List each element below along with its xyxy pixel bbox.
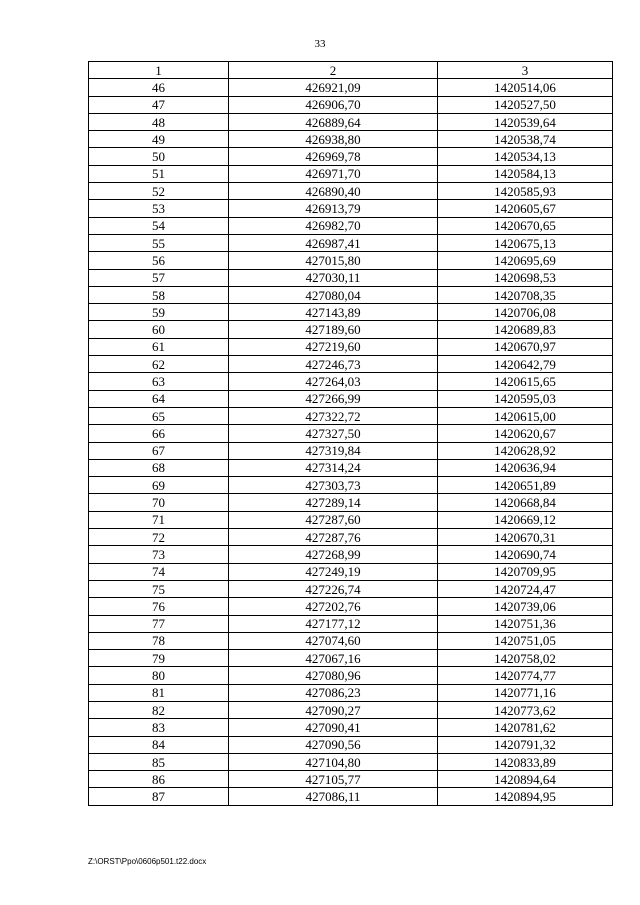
- coordinate-y-cell: 1420791,32: [438, 736, 613, 753]
- coordinate-x-cell: 427287,60: [229, 511, 438, 528]
- coordinate-y-cell: 1420605,67: [438, 200, 613, 217]
- point-number-cell: 54: [89, 217, 229, 234]
- coordinate-y-cell: 1420751,36: [438, 615, 613, 632]
- coordinate-x-cell: 427090,27: [229, 701, 438, 718]
- coordinate-y-cell: 1420514,06: [438, 79, 613, 96]
- table-row: [89, 269, 613, 286]
- coordinate-y-cell: 1420781,62: [438, 719, 613, 736]
- table-row: [89, 719, 613, 736]
- point-number-cell: 84: [89, 736, 229, 753]
- coordinate-x-cell: 426938,80: [229, 131, 438, 148]
- coordinate-y-cell: 1420751,05: [438, 632, 613, 649]
- coordinate-x-cell: 427080,04: [229, 286, 438, 303]
- coordinate-x-cell: 426971,70: [229, 165, 438, 182]
- point-number-cell: 85: [89, 753, 229, 770]
- table-row: [89, 338, 613, 355]
- table-row: [89, 390, 613, 407]
- coordinate-x-cell: 427086,11: [229, 788, 438, 805]
- coordinate-x-cell: 426987,41: [229, 234, 438, 251]
- table-row: [89, 234, 613, 251]
- coordinate-x-cell: 427322,72: [229, 407, 438, 424]
- coordinate-x-cell: 427090,41: [229, 719, 438, 736]
- point-number-cell: 73: [89, 546, 229, 563]
- table-row: [89, 788, 613, 805]
- coordinate-x-cell: 427030,11: [229, 269, 438, 286]
- coordinates-table: [88, 61, 613, 806]
- table-row: [89, 79, 613, 96]
- coordinate-y-cell: 1420894,95: [438, 788, 613, 805]
- point-number-cell: 56: [89, 252, 229, 269]
- point-number-cell: 75: [89, 580, 229, 597]
- point-number-cell: 53: [89, 200, 229, 217]
- coordinate-y-cell: 1420668,84: [438, 494, 613, 511]
- point-number-cell: 87: [89, 788, 229, 805]
- point-number-cell: 81: [89, 684, 229, 701]
- table-row: [89, 632, 613, 649]
- table-row: [89, 113, 613, 130]
- coordinate-y-cell: 1420690,74: [438, 546, 613, 563]
- column-header-1: 1: [89, 62, 229, 79]
- point-number-cell: 48: [89, 113, 229, 130]
- point-number-cell: 70: [89, 494, 229, 511]
- table-row: [89, 650, 613, 667]
- coordinate-x-cell: 427086,23: [229, 684, 438, 701]
- coordinate-x-cell: 427246,73: [229, 356, 438, 373]
- table-row: [89, 580, 613, 597]
- coordinate-y-cell: 1420620,67: [438, 425, 613, 442]
- column-header-3: 3: [438, 62, 613, 79]
- table-row: [89, 598, 613, 615]
- coordinate-x-cell: 427090,56: [229, 736, 438, 753]
- coordinate-y-cell: 1420636,94: [438, 459, 613, 476]
- coordinate-x-cell: 427226,74: [229, 580, 438, 597]
- point-number-cell: 79: [89, 650, 229, 667]
- table-row: [89, 701, 613, 718]
- point-number-cell: 80: [89, 667, 229, 684]
- table-row: [89, 131, 613, 148]
- coordinate-x-cell: 427074,60: [229, 632, 438, 649]
- table-row: [89, 356, 613, 373]
- table-row: [89, 183, 613, 200]
- coordinate-y-cell: 1420894,64: [438, 771, 613, 788]
- table-row: [89, 667, 613, 684]
- footer-file-path: Z:\ORST\Ppo\0606p501.t22.docx: [88, 857, 207, 866]
- coordinate-y-cell: 1420708,35: [438, 286, 613, 303]
- coordinate-y-cell: 1420709,95: [438, 563, 613, 580]
- coordinate-x-cell: 426969,78: [229, 148, 438, 165]
- coordinate-x-cell: 427177,12: [229, 615, 438, 632]
- coordinate-x-cell: 427249,19: [229, 563, 438, 580]
- coordinate-x-cell: 427319,84: [229, 442, 438, 459]
- table-row: [89, 286, 613, 303]
- coordinate-y-cell: 1420642,79: [438, 356, 613, 373]
- coordinate-y-cell: 1420758,02: [438, 650, 613, 667]
- coordinate-y-cell: 1420675,13: [438, 234, 613, 251]
- point-number-cell: 66: [89, 425, 229, 442]
- coordinate-x-cell: 427289,14: [229, 494, 438, 511]
- coordinate-y-cell: 1420670,97: [438, 338, 613, 355]
- table-row: [89, 563, 613, 580]
- coordinate-x-cell: 427264,03: [229, 373, 438, 390]
- table-row: [89, 546, 613, 563]
- coordinate-x-cell: 427327,50: [229, 425, 438, 442]
- coordinate-y-cell: 1420527,50: [438, 96, 613, 113]
- point-number-cell: 62: [89, 356, 229, 373]
- coordinate-y-cell: 1420689,83: [438, 321, 613, 338]
- point-number-cell: 58: [89, 286, 229, 303]
- coordinate-y-cell: 1420584,13: [438, 165, 613, 182]
- point-number-cell: 65: [89, 407, 229, 424]
- point-number-cell: 72: [89, 529, 229, 546]
- point-number-cell: 50: [89, 148, 229, 165]
- coordinate-y-cell: 1420651,89: [438, 477, 613, 494]
- coordinate-x-cell: 426906,70: [229, 96, 438, 113]
- table-row: [89, 304, 613, 321]
- coordinate-y-cell: 1420833,89: [438, 753, 613, 770]
- point-number-cell: 63: [89, 373, 229, 390]
- point-number-cell: 68: [89, 459, 229, 476]
- coordinate-x-cell: 427015,80: [229, 252, 438, 269]
- point-number-cell: 67: [89, 442, 229, 459]
- table-row: [89, 407, 613, 424]
- coordinate-x-cell: 426889,64: [229, 113, 438, 130]
- coordinate-x-cell: 426913,79: [229, 200, 438, 217]
- point-number-cell: 77: [89, 615, 229, 632]
- point-number-cell: 82: [89, 701, 229, 718]
- table-row: [89, 200, 613, 217]
- coordinate-y-cell: 1420739,06: [438, 598, 613, 615]
- coordinate-y-cell: 1420669,12: [438, 511, 613, 528]
- table-row: [89, 753, 613, 770]
- coordinate-x-cell: 427268,99: [229, 546, 438, 563]
- coordinate-y-cell: 1420538,74: [438, 131, 613, 148]
- table-row: [89, 459, 613, 476]
- point-number-cell: 78: [89, 632, 229, 649]
- coordinate-x-cell: 426890,40: [229, 183, 438, 200]
- point-number-cell: 64: [89, 390, 229, 407]
- coordinate-y-cell: 1420774,77: [438, 667, 613, 684]
- coordinate-y-cell: 1420615,65: [438, 373, 613, 390]
- table-row: [89, 615, 613, 632]
- coordinate-y-cell: 1420539,64: [438, 113, 613, 130]
- coordinate-x-cell: 427105,77: [229, 771, 438, 788]
- page-number: 33: [314, 38, 326, 50]
- coordinate-y-cell: 1420670,65: [438, 217, 613, 234]
- coordinate-x-cell: 427143,89: [229, 304, 438, 321]
- table-row: [89, 442, 613, 459]
- coordinate-y-cell: 1420585,93: [438, 183, 613, 200]
- point-number-cell: 71: [89, 511, 229, 528]
- table-header-row: [89, 62, 613, 79]
- point-number-cell: 46: [89, 79, 229, 96]
- point-number-cell: 52: [89, 183, 229, 200]
- table-body: [89, 62, 613, 806]
- coordinate-y-cell: 1420695,69: [438, 252, 613, 269]
- point-number-cell: 86: [89, 771, 229, 788]
- table-row: [89, 373, 613, 390]
- coordinate-x-cell: 426982,70: [229, 217, 438, 234]
- coordinate-x-cell: 427189,60: [229, 321, 438, 338]
- table-row: [89, 217, 613, 234]
- point-number-cell: 61: [89, 338, 229, 355]
- point-number-cell: 83: [89, 719, 229, 736]
- table-row: [89, 736, 613, 753]
- coordinate-x-cell: 427287,76: [229, 529, 438, 546]
- table-row: [89, 494, 613, 511]
- coordinate-y-cell: 1420773,62: [438, 701, 613, 718]
- table-row: [89, 684, 613, 701]
- coordinate-y-cell: 1420670,31: [438, 529, 613, 546]
- coordinate-y-cell: 1420698,53: [438, 269, 613, 286]
- table-row: [89, 771, 613, 788]
- point-number-cell: 55: [89, 234, 229, 251]
- coordinate-x-cell: 427219,60: [229, 338, 438, 355]
- table-row: [89, 96, 613, 113]
- table-row: [89, 425, 613, 442]
- point-number-cell: 51: [89, 165, 229, 182]
- point-number-cell: 60: [89, 321, 229, 338]
- coordinate-y-cell: 1420615,00: [438, 407, 613, 424]
- coordinate-y-cell: 1420771,16: [438, 684, 613, 701]
- table-row: [89, 165, 613, 182]
- coordinate-x-cell: 427080,96: [229, 667, 438, 684]
- point-number-cell: 69: [89, 477, 229, 494]
- point-number-cell: 76: [89, 598, 229, 615]
- table-row: [89, 252, 613, 269]
- coordinate-x-cell: 427202,76: [229, 598, 438, 615]
- coordinate-x-cell: 427303,73: [229, 477, 438, 494]
- coordinate-y-cell: 1420595,03: [438, 390, 613, 407]
- coordinate-x-cell: 427314,24: [229, 459, 438, 476]
- coordinate-y-cell: 1420628,92: [438, 442, 613, 459]
- point-number-cell: 47: [89, 96, 229, 113]
- point-number-cell: 59: [89, 304, 229, 321]
- table-row: [89, 477, 613, 494]
- coordinate-y-cell: 1420706,08: [438, 304, 613, 321]
- table-row: [89, 511, 613, 528]
- table-row: [89, 529, 613, 546]
- point-number-cell: 57: [89, 269, 229, 286]
- coordinate-y-cell: 1420534,13: [438, 148, 613, 165]
- coordinate-x-cell: 427067,16: [229, 650, 438, 667]
- point-number-cell: 49: [89, 131, 229, 148]
- column-header-2: 2: [229, 62, 438, 79]
- table-row: [89, 148, 613, 165]
- coordinate-x-cell: 427104,80: [229, 753, 438, 770]
- point-number-cell: 74: [89, 563, 229, 580]
- table-row: [89, 321, 613, 338]
- coordinate-x-cell: 427266,99: [229, 390, 438, 407]
- coordinate-x-cell: 426921,09: [229, 79, 438, 96]
- coordinate-y-cell: 1420724,47: [438, 580, 613, 597]
